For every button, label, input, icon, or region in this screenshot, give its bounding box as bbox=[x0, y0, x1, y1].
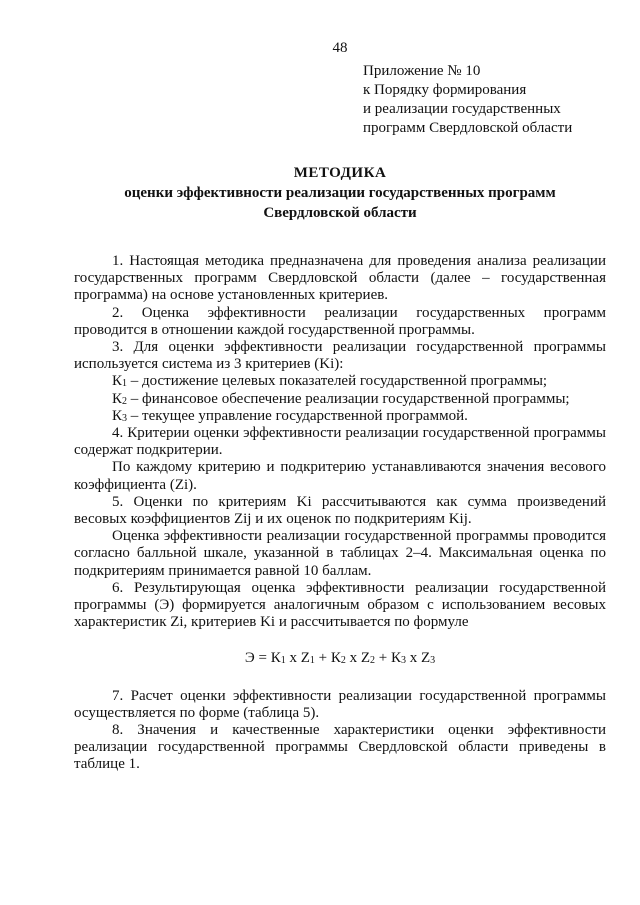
criterion-text: – текущее управление государственной программой. bbox=[127, 407, 468, 424]
formula-index: 2 bbox=[370, 655, 376, 667]
appendix-line: к Порядку формирования bbox=[363, 82, 527, 98]
efficiency-formula bbox=[74, 650, 606, 667]
criterion-index: 2 bbox=[122, 395, 128, 407]
formula-part: x Z bbox=[405, 650, 431, 667]
criterion-text: – достижение целевых показателей государственной программы; bbox=[127, 373, 548, 390]
formula-index: 3 bbox=[400, 655, 406, 667]
appendix-line: и реализации государственных bbox=[363, 101, 561, 117]
document-body bbox=[74, 253, 606, 774]
page-number: 48 bbox=[332, 40, 348, 56]
criterion-symbol: К bbox=[112, 373, 123, 390]
document-title bbox=[0, 163, 640, 223]
criterion-text: – финансовое обеспечение реализации государственной программы; bbox=[127, 390, 570, 407]
paragraph-8: 8. Значения и качественные характеристики оценки эффективности реализации государственной программы Свердловской области приведены в таблице 1. bbox=[74, 722, 606, 773]
paragraph-6: 6. Результирующая оценка эффективности реализации государственной программы (Э) формируется аналогичным образом с использованием весовых характеристик Zi, критериев Ki и рассчитывается по формуле bbox=[74, 579, 606, 631]
formula-part: Э = К bbox=[244, 650, 281, 667]
formula-part: x Z bbox=[345, 650, 371, 667]
title-heading: МЕТОДИКА bbox=[293, 165, 387, 181]
criterion-k1 bbox=[74, 373, 606, 390]
criterion-k3 bbox=[74, 408, 606, 425]
formula-index: 1 bbox=[280, 655, 286, 667]
formula-part: + К bbox=[314, 650, 341, 667]
title-subheading: Свердловской области bbox=[263, 205, 417, 221]
appendix-reference bbox=[363, 62, 572, 138]
criterion-k2 bbox=[74, 391, 606, 408]
paragraph-4b: По каждому критерию и подкритерию устанавливаются значения весового коэффициента (Zi). bbox=[74, 459, 606, 493]
criterion-index: 1 bbox=[122, 378, 128, 390]
paragraph-5b: Оценка эффективности реализации государственной программы проводится согласно балльной шкале, указанной в таблицах 2–4. Максимальная оценка по подкритериям принимается равной 10 баллам. bbox=[74, 528, 606, 579]
appendix-line: Приложение № 10 bbox=[363, 63, 481, 79]
formula-part: + К bbox=[375, 650, 401, 667]
formula-index: 2 bbox=[340, 655, 346, 667]
paragraph-2: 2. Оценка эффективности реализации государственных программ проводится в отношении каждой государственной программы. bbox=[74, 304, 606, 338]
formula-index: 3 bbox=[430, 655, 436, 667]
paragraph-4: 4. Критерии оценки эффективности реализации государственной программы содержат подкритерии. bbox=[74, 425, 606, 459]
paragraph-1: 1. Настоящая методика предназначена для проведения анализа реализации государственных программ Свердловской области (далее – государственная программа) на основе установленных критериев. bbox=[74, 253, 606, 304]
criterion-symbol: К bbox=[112, 390, 123, 407]
criterion-index: 3 bbox=[122, 412, 128, 424]
paragraph-5: 5. Оценки по критериям Ki рассчитываются как сумма произведений весовых коэффициентов Zij и их оценок по подкритериям Kij. bbox=[74, 493, 606, 528]
paragraph-7: 7. Расчет оценки эффективности реализации государственной программы осуществляется по форме (таблица 5). bbox=[74, 687, 606, 721]
formula-index: 1 bbox=[309, 655, 315, 667]
formula-part: x Z bbox=[285, 650, 310, 667]
title-subheading: оценки эффективности реализации государственных программ bbox=[124, 185, 556, 201]
criterion-symbol: К bbox=[112, 407, 123, 424]
appendix-line: программ Свердловской области bbox=[363, 120, 573, 136]
paragraph-3: 3. Для оценки эффективности реализации государственной программы используется система из 3 критериев (Ki): bbox=[74, 339, 606, 373]
